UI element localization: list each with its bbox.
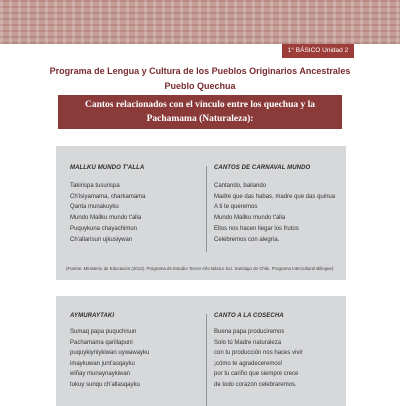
program-title	[40, 64, 360, 94]
program-title-line-2: Pueblo Quechua	[164, 81, 236, 91]
song-title: CANTOS DE CARNAVAL MUNDO	[214, 165, 311, 171]
song-title: CANTO A LA COSECHA	[214, 313, 284, 319]
verse-line: Celebremos con alegría.	[214, 236, 280, 243]
verse-line: Takirispa tusurispa	[70, 183, 120, 189]
decorative-header-band	[0, 0, 400, 44]
verse-line: por tu cariño que siempre crece	[214, 371, 299, 377]
verse-line: Ellos nos hacen llegar los frutos	[214, 225, 299, 232]
song-card-2	[56, 296, 346, 406]
verse-line: con tu producción nos haces vivir	[214, 350, 303, 356]
song-card-1	[56, 146, 346, 280]
topic-line-1: Cantos relacionados con el vínculo entre los quechua y la	[84, 100, 316, 110]
verse-line: Puquykuna chayachimun	[70, 225, 138, 232]
verse-line: Ch'isiyamama, charkamama	[70, 193, 146, 200]
verse-line: Pachamama qarillapuni	[70, 339, 133, 346]
verse-line: Sumaq papa puquchisun	[70, 329, 137, 335]
verse-line: Buena papa produciremos	[214, 329, 285, 335]
song-title: MALLKU MUNDO T'ALLA	[70, 165, 145, 171]
topic-banner	[58, 95, 342, 129]
verse-line: wiñay munaynaykiwan	[70, 371, 131, 377]
source-citation: (Fuente: Ministerio de Educación (2012). Programa de Estudio Tercer Año Básico SLI. Santiago de Chile. Programa Intercultural Bilingüe)	[66, 266, 334, 271]
song-column-quechua	[70, 296, 202, 390]
topic-line-2: Pachamama (Naturaleza):	[146, 114, 254, 124]
program-title-line-1: Programa de Lengua y Cultura de los Pueblos Originarios Ancestrales	[49, 66, 351, 76]
verse-line: Madre que das habas, madre que das quinua	[214, 193, 336, 200]
verse-line: tukuy sunqu ch'allasqayku	[70, 381, 140, 388]
verse-line: Qanta munakuyku	[70, 204, 119, 211]
verse-line: puquykiyniykiwan uywawayku	[70, 350, 150, 356]
column-divider	[206, 314, 207, 406]
song-column-quechua	[70, 146, 202, 245]
verse-line: Cantando, bailando	[214, 183, 267, 189]
verse-line: Mundo Mallku mundo t'alla	[214, 215, 286, 222]
verse-line: imaykuwan junt'asqayku	[70, 360, 135, 367]
verse-line: A ti te queremos	[214, 204, 258, 211]
verse-line: Solo tú Madre naturaleza	[214, 339, 282, 346]
verse-line: de todo corazón celebraremos.	[214, 381, 297, 388]
verse-line: Mundo Mallku mundo t'alla	[70, 215, 142, 222]
column-divider	[206, 166, 207, 252]
song-title: AYMURAYTAKI	[70, 313, 115, 319]
verse-line: ¡cómo te agradeceremos!	[214, 360, 283, 367]
verse-line: Ch'allarisun ujkusiywan	[70, 236, 133, 243]
song-column-spanish	[214, 296, 346, 390]
unit-tag: 1° BÁSICO Unidad 2	[282, 44, 354, 58]
song-column-spanish	[214, 146, 346, 245]
